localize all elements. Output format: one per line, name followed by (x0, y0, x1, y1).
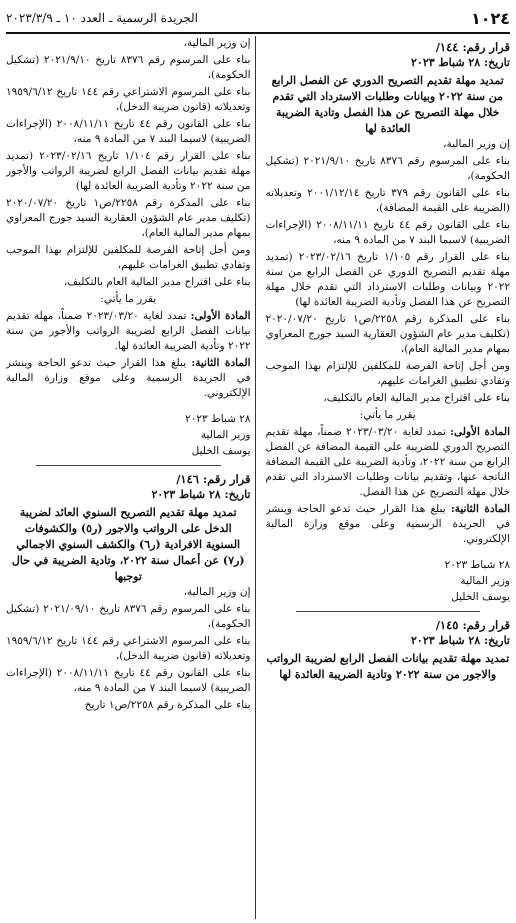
article-2 (6, 356, 251, 401)
paragraph: إن وزير المالية، (183, 37, 251, 49)
article-2-heading: المادة الثانية: (191, 357, 251, 369)
left-column (6, 36, 256, 919)
gazette-title: الجريدة الرسمية ـ العدد ١٠ ـ ٢٠٢٣/٣/٩ (6, 11, 198, 25)
article-2 (266, 502, 511, 547)
article-2-heading: المادة الثانية: (450, 503, 510, 515)
paragraph: بناء على المذكرة رقم ٢٢٥٨/ص١ تاريخ ٢٠٢٠/٠٧/٢٠ (تكليف مدير عام الشؤون العقارية السيد جورج المعراوي بمهام مدير المالية العام)، (6, 197, 251, 239)
paragraph: بناء على القانون رقم ٣٧٩ تاريخ ٢٠٠١/١٢/١٤ وتعديلاته (الضريبة على القيمة المضافة)، (265, 187, 510, 214)
paragraph: بناء على القرار رقم ١/١٠٥ تاريخ ٢٠٢٣/٠٢/١٦ (تمديد مهلة تقديم التصريح الدوري عن الفصل الرابع من سنة ٢٠٢٢ وبيانات وطلبات الاسترداد التي تقدم خلال مهلة التصريح عن هذا الفصل وتأدية الضريبة العائدة لها) (265, 251, 510, 308)
article-1-heading: المادة الأولى: (450, 426, 510, 438)
paragraph: ومن أجل إتاحة الفرصة للمكلفين للإلتزام بهذا الموجب وتفادي تطبيق الغرامات عليهم، (265, 360, 510, 387)
article-1-text: تمدد لغاية ٢٠٢٣/٠٣/٢٠ ضمناً، مهلة تقديم بيانات الفصل الرابع لضريبة الرواتب والأجور من سنة ٢٠٢٢ وتأدية الضريبة العائدة لها. (6, 310, 251, 352)
page-number: ١٠٢٤ (470, 8, 510, 28)
article-1-heading: المادة الأولى: (190, 310, 251, 322)
paragraph: بناء على القانون رقم ٤٤ تاريخ ٢٠٠٨/١١/١١ (الإجراءات الضريبية) لاسيما البند ٧ من المادة ٩ منه، (265, 219, 510, 246)
article-1 (266, 425, 511, 500)
paragraph: ومن أجل إتاحة الفرصة للمكلفين للإلتزام بهذا الموجب وتفادي تطبيق الغرامات عليهم، (6, 244, 251, 271)
paragraph: بناء على القرار رقم ١/١٠٤ تاريخ ٢٠٢٣/٠٢/١٦ (تمديد مهلة تقديم بيانات الفصل الرابع لضريبة الرواتب والأجور من سنة ٢٠٢٢ وتأدية الضريبة العائدة لها) (6, 150, 251, 192)
paragraph: بناء على القانون رقم ٤٤ تاريخ ٢٠٠٨/١١/١١ (الإجراءات الضريبية) لاسيما البند ٧ من المادة ٩ منه، (6, 667, 251, 694)
decides-heading: يقرر ما يأتي: (100, 293, 157, 305)
paragraph: بناء على المرسوم رقم ٨٣٧٦ تاريخ ٢٠٢١/٩/١٠ (تشكيل الحكومة)، (265, 155, 510, 182)
page-header (6, 6, 510, 34)
paragraph: إن وزير المالية، (443, 138, 510, 150)
article-2-text: يبلغ هذا القرار حيث تدعو الحاجة وينشر في الجريدة الرسمية وعلى موقع وزارة المالية الإلكتروني. (265, 503, 510, 545)
paragraph: بناء على المرسوم رقم ٨٣٧٦ تاريخ ٢٠٢١/٠٩/١٠ (تشكيل الحكومة)، (6, 603, 251, 630)
signature-name: يوسف الخليل (191, 445, 251, 457)
decision-144-date: تاريخ: ٢٨ شباط ٢٠٢٣ (411, 56, 510, 69)
article-1-text: تمدد لغاية ٢٠٢٣/٠٣/٢٠ ضمناً، مهلة تقديم التصريح الدوري للضريبة على القيمة المضافة عن الفصل الرابع من سنة ٢٠٢٢، وتأدية الضريبة على القيمة المضافة الناتجة عنها، وتقديم بيانات وطلبات الاسترداد التي تقدم خلال مهلة التصريح عن هذا الفصل. (265, 426, 510, 498)
article-1 (6, 309, 251, 354)
paragraph: إن وزير المالية، (183, 586, 251, 598)
signature-name: يوسف الخليل (451, 591, 510, 603)
decision-144-number: قرار رقم: ١٤٤/ (435, 40, 510, 54)
paragraph: بناء على اقتراح مدير المالية العام بالتكليف، (323, 392, 510, 404)
decision-144-title: تمديد مهلة تقديم التصريح الدوري عن الفصل الرابع من سنة ٢٠٢٢ وبيانات وطلبات الاسترداد التي تقدم خلال مهلة التصريح عن هذا الفصل وتادية الضريبة العائدة لها (271, 74, 504, 135)
signature-title: وزير المالية (460, 575, 510, 587)
decides-heading: يقرر ما يأتي: (359, 409, 416, 421)
decision-146-date: تاريخ: ٢٨ شباط ٢٠٢٣ (151, 488, 251, 501)
paragraph: بناء على المرسوم الاشتراعي رقم ١٤٤ تاريخ ١٩٥٩/٦/١٢ وتعديلاته (قانون ضريبة الدخل)، (6, 635, 251, 662)
paragraph: بناء على المذكرة رقم ٢٢٥٨/ص١ تاريخ (84, 699, 251, 711)
decision-145-number: قرار رقم: ١٤٥/ (435, 618, 510, 632)
paragraph: بناء على اقتراح مدير المالية العام بالتكليف، (63, 276, 251, 288)
paragraph: بناء على القانون رقم ٤٤ تاريخ ٢٠٠٨/١١/١١ (الإجراءات الضريبية) لاسيما البند ٧ من المادة ٩ منه، (6, 118, 251, 145)
paragraph: بناء على المذكرة رقم ٢٢٥٨/ص١ تاريخ ٢٠٢٠/٠٧/٢٠ (تكليف مدير عام الشؤون العقارية السيد جورج المعراوي بمهام مدير المالية العام)، (265, 313, 510, 355)
divider (296, 611, 481, 612)
signature-title: وزير المالية (200, 429, 251, 441)
article-2-text: يبلغ هذا القرار حيث تدعو الحاجة وينشر في الجريدة الرسمية وعلى موقع وزارة المالية الإلكتروني. (6, 357, 251, 399)
paragraph: بناء على المرسوم رقم ٨٣٧٦ تاريخ ٢٠٢١/٩/١٠ (تشكيل الحكومة)، (6, 54, 251, 81)
decision-146-title: تمديد مهلة تقديم التصريح السنوي العائد لضريبة الدخل على الرواتب والاجور (ر٥) والكشوفات السنوية الافرادية (ر٦) والكشف السنوي الاجمالي (ر٧) عن أعمال سنة ٢٠٢٢، وتادية الضريبة في حال توجبها (11, 506, 245, 583)
divider (36, 465, 221, 466)
decision-145-date: تاريخ: ٢٨ شباط ٢٠٢٣ (411, 634, 510, 647)
decision-145-title: تمديد مهلة تقديم بيانات الفصل الرابع لضريبة الرواتب والاجور من سنة ٢٠٢٢ وتادية الضريبة العائدة لها (266, 652, 510, 681)
signature-date: ٢٨ شباط ٢٠٢٣ (185, 413, 251, 425)
decision-146-number: قرار رقم: ١٤٦/ (176, 472, 251, 486)
paragraph: بناء على المرسوم الاشتراعي رقم ١٤٤ تاريخ ١٩٥٩/٦/١٢ وتعديلاته (قانون ضريبة الدخل)، (6, 86, 251, 113)
signature-date: ٢٨ شباط ٢٠٢٣ (444, 559, 510, 571)
page-columns (6, 36, 510, 919)
right-column (266, 36, 511, 919)
